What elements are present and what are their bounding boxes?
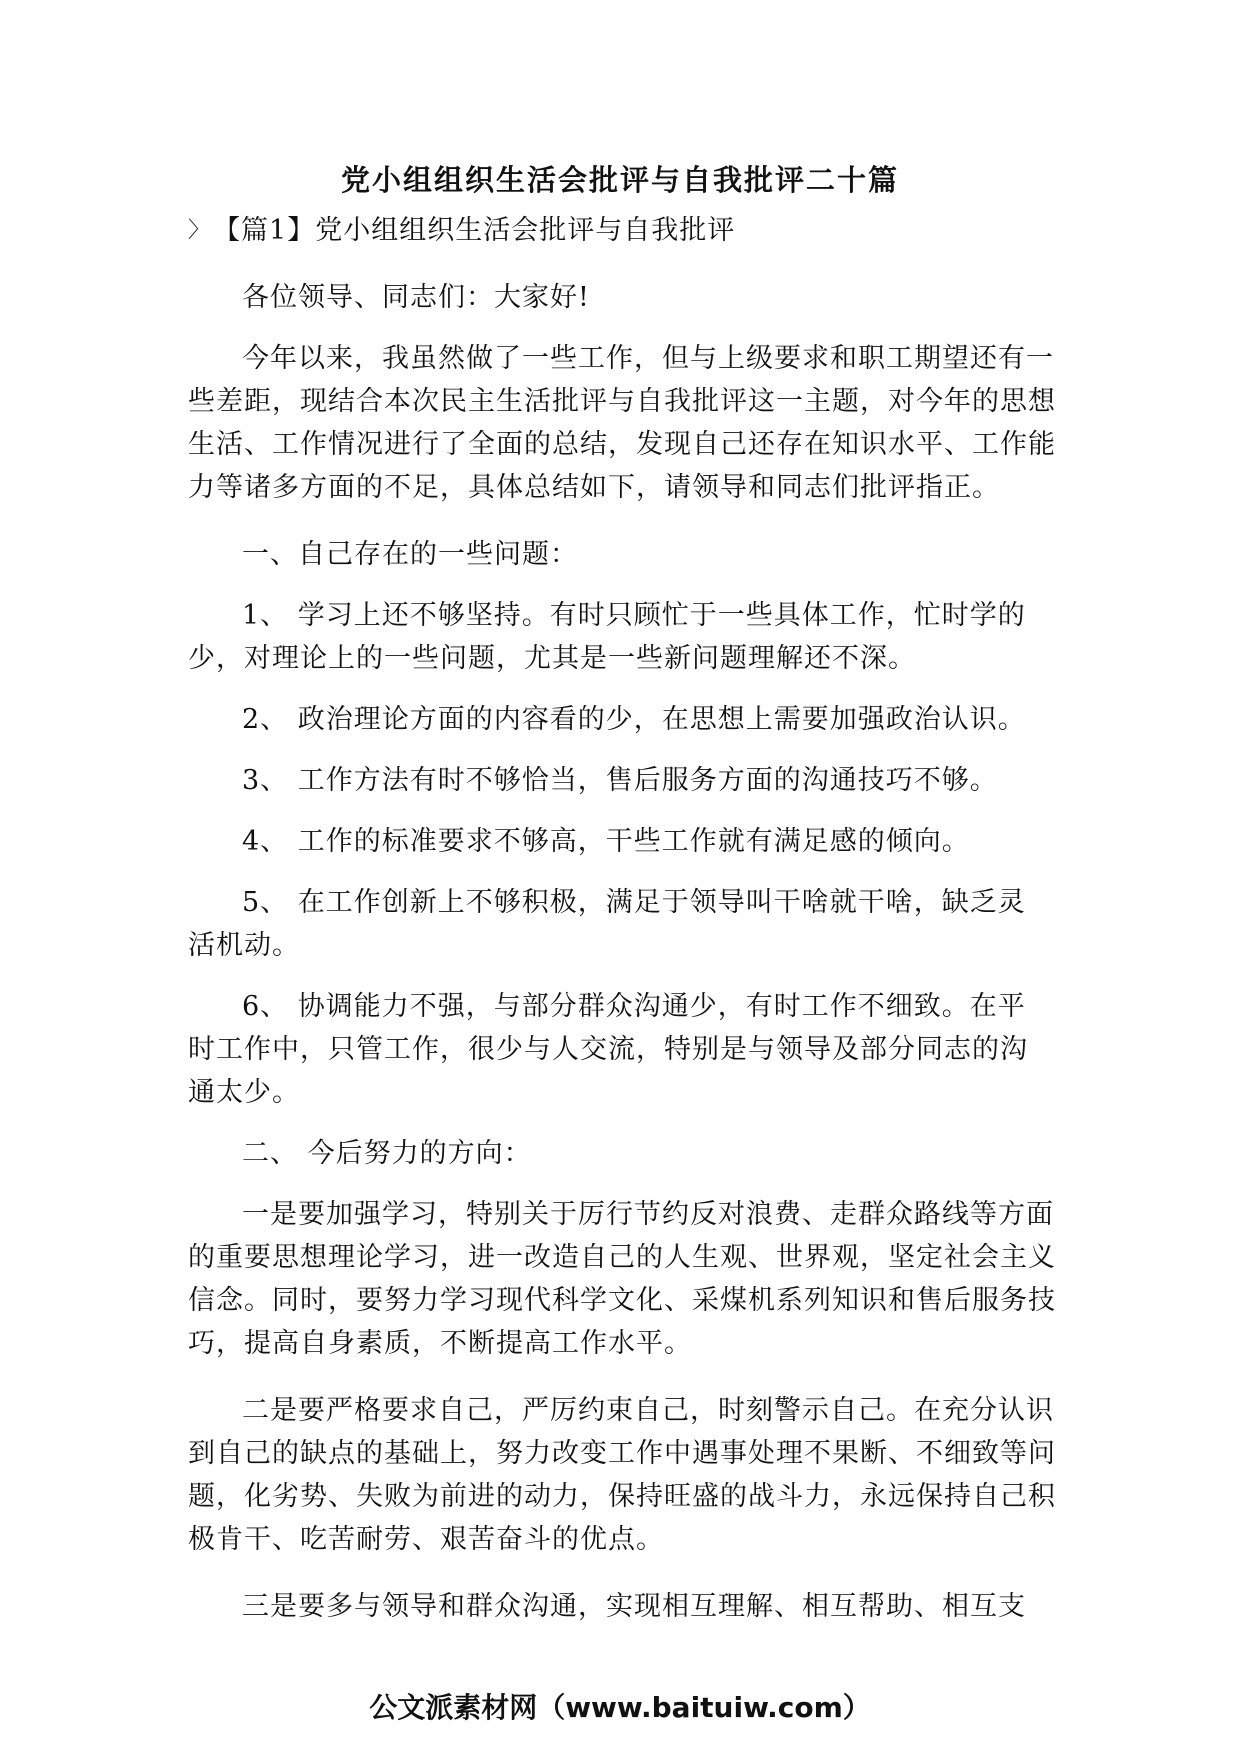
paragraph-item-3: 3、 工作方法有时不够恰当，售后服务方面的沟通技巧不够。 xyxy=(242,765,998,796)
paragraph-direction-2: 二是要严格要求自己，严厉约束自己，时刻警示自己。在充分认识到自己的缺点的基础上，努力改变工作中遇事处理不果断、不细致等问题，化劣势、失败为前进的动力，保持旺盛的战斗力，永远保持自己积极肯干、吃苦耐劳、艰苦奋斗的优点。 xyxy=(188,1395,1056,1555)
document-title: 党小组组织生活会批评与自我批评二十篇 xyxy=(340,163,899,197)
footer-watermark: 公文派素材网（www.baituiw.com） xyxy=(369,1691,871,1724)
paragraph-item-4: 4、 工作的标准要求不够高，干些工作就有满足感的倾向。 xyxy=(242,826,970,857)
section-heading-text: 【篇1】党小组组织生活会批评与自我批评 xyxy=(213,215,736,246)
document-body xyxy=(188,276,1058,1652)
paragraph-direction-3: 三是要多与领导和群众沟通，实现相互理解、相互帮助、相互支 xyxy=(242,1591,1026,1622)
paragraph-heading-direction: 二、 今后努力的方向： xyxy=(242,1138,532,1169)
paragraph-item-1: 1、 学习上还不够坚持。有时只顾忙于一些具体工作，忙时学的 少，对理论上的一些问题，尤其是一些新问题理解还不深。 xyxy=(188,600,1026,674)
paragraph-heading-problems: 一、自己存在的一些问题： xyxy=(242,539,578,570)
section-heading xyxy=(188,208,735,247)
paragraph-intro: 今年以来，我虽然做了一些工作，但与上级要求和职工期望还有一些差距，现结合本次民主生活批评与自我批评这一主题，对今年的思想生活、工作情况进行了全面的总结，发现自己还存在知识水平、工作能力等诸多方面的不足，具体总结如下，请领导和同志们批评指正。 xyxy=(188,343,1056,503)
paragraph-item-5: 5、 在工作创新上不够积极，满足于领导叫干啥就干啥，缺乏灵 活机动。 xyxy=(188,887,1026,961)
paragraph-item-6: 6、 协调能力不强，与部分群众沟通少，有时工作不细致。在平 时工作中，只管工作，很少与人交流，特别是与领导及部分同志的沟 通太少。 xyxy=(188,991,1028,1108)
paragraph-item-2: 2、 政治理论方面的内容看的少，在思想上需要加强政治认识。 xyxy=(242,704,1026,735)
paragraph-direction-1: 一是要加强学习，特别关于厉行节约反对浪费、走群众路线等方面的重要思想理论学习，进一改造自己的人生观、世界观，坚定社会主义信念。同时，要努力学习现代科学文化、采煤机系列知识和售后服务技巧，提高自身素质，不断提高工作水平。 xyxy=(188,1199,1056,1359)
chevron-right-icon: 〉 xyxy=(188,218,212,243)
paragraph-greeting: 各位领导、同志们：大家好! xyxy=(242,282,590,313)
